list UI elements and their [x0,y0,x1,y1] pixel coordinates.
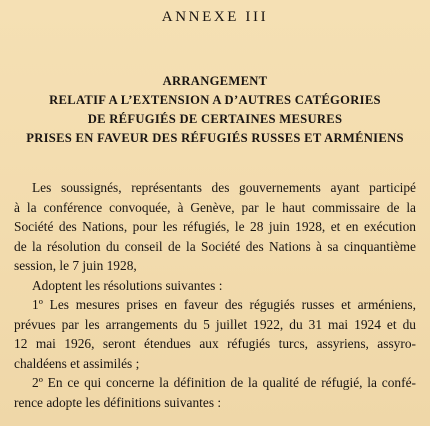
title-line-1: ARRANGEMENT [162,74,268,88]
body-text [14,178,416,412]
body-line-6: Adoptent les résolutions suivantes : [32,277,223,293]
title-line-2: RELATIF A L’EXTENSION A D’AUTRES CATÉGORIES [49,93,381,107]
body-line-9: 12 mai 1926, seront étendues aux réfugiés turcs, assyriens, assyro- [14,336,416,351]
body-line-10: chaldéens et assimilés ; [14,355,140,371]
title-line-3: DE RÉFUGIÉS DE CERTAINES MESURES [87,112,343,126]
title-line-4: PRISES EN FAVEUR DES RÉFUGIÉS RUSSES ET ARMÉNIENS [26,131,404,145]
body-line-3: Société des Nations, pour les réfugiés, le 28 juin 1928, et en exécution [14,219,416,234]
body-line-1: Les soussignés, représentants des gouvernements ayant participé [32,180,416,195]
annex-heading: ANNEXE III [161,9,269,25]
body-line-2: à la conférence convoquée, à Genève, par le haut commissaire de la [14,199,416,215]
body-line-12: rence adopte les définitions suivantes : [14,394,222,410]
body-line-7: 1º Les mesures prises en faveur des régugiés russes et arméniens, [32,297,416,312]
body-line-4: de la résolution du conseil de la Société des Nations à sa cinquantième [14,238,416,254]
body-line-5: session, le 7 juin 1928, [14,258,137,273]
body-line-8: prévues par les arrangements du 5 juillet 1922, du 31 mai 1924 et du [14,316,416,332]
body-line-11: 2º En ce qui concerne la définition de la qualité de réfugié, la confé- [32,375,416,390]
document-title [0,72,430,148]
